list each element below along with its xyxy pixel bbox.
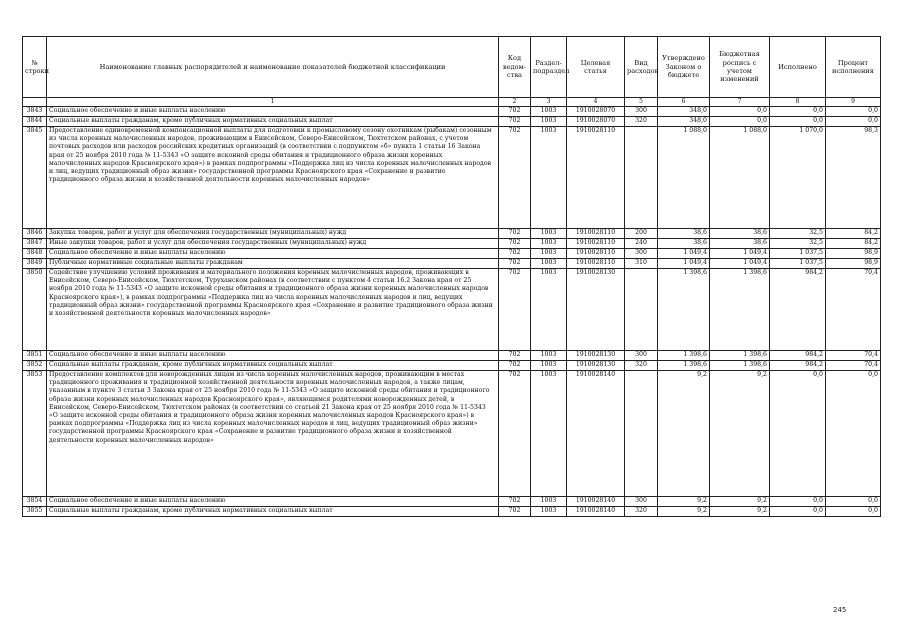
row-schedule: 9,2 [710,507,770,517]
row-approved: 1 398,6 [658,351,710,361]
row-expense-type: 300 [625,107,658,117]
colnum: 2 [499,98,531,107]
row-schedule: 38,6 [710,229,770,239]
row-expense-type: 320 [625,507,658,517]
row-expense-type: 200 [625,229,658,239]
row-section: 1003 [531,249,567,259]
row-number: 3853 [23,371,47,497]
header-executed: Исполнено [770,37,826,98]
row-description: Публичные нормативные социальные выплаты гражданам [47,259,499,269]
row-target-article: 1910028140 [567,371,625,497]
row-number: 3850 [23,269,47,351]
row-approved: 1 088,0 [658,127,710,229]
row-schedule: 1 398,6 [710,361,770,371]
row-description: Предоставление единовременной компенсационной выплаты для подготовки к промысловому сезону охотникам (рыбакам) сезонным из числа коренных малочисленных народов, проживающим в Енисейском, Северо-Енисейском, Тюхтетском районах, с учетом почтовых расходов или расходов российских кредитных организаций (в соответствии с подпунктом «б» пункта 1 статьи 16 Закона края от 25 ноября 2010 года № 11-5343 «О защите исконной среды обитания и традиционного образа жизни коренных малочисленных народов Красноярского края») в рамках подпрограммы «Поддержка лиц из числа коренных малочисленных народов и лиц, ведущих традиционный образ жизни» государственной программы Красноярского края «Сохранение и развитие традиционного образа жизни и хозяйственной деятельности коренных малочисленных народов» [47,127,499,229]
colnum: 5 [625,98,658,107]
row-percent: 70,4 [826,351,881,361]
row-percent: 70,4 [826,269,881,351]
row-description: Содействие улучшению условий проживания и материального положения коренных малочисленных народов, проживающих в Енисейском, Северо-Енисейском, Тюхтетском, Туруханском районах (в соответствии с пунктом 4 статьи 16.2 Закона края от 25 ноября 2010 года № 11-5343 «О защите исконной среды обитания и традиционного образа жизни коренных малочисленных народов Красноярского края»), в рамках подпрограммы «Поддержка лиц из числа коренных малочисленных народов и лиц, ведущих традиционный образ жизни» государственной программы Красноярского края «Сохранение и развитие традиционного образа жизни и хозяйственной деятельности коренных малочисленных народов» [47,269,499,351]
row-target-article: 1910028110 [567,229,625,239]
budget-table-sheet [22,36,880,517]
row-schedule: 1 049,4 [710,259,770,269]
colnum: 1 [47,98,499,107]
row-dept-code: 702 [499,497,531,507]
row-target-article: 1910028110 [567,127,625,229]
table-row [23,497,881,507]
row-expense-type: 300 [625,351,658,361]
row-executed: 984,2 [770,351,826,361]
colnum: 7 [710,98,770,107]
row-number: 3852 [23,361,47,371]
row-dept-code: 702 [499,351,531,361]
table-row [23,249,881,259]
row-description: Закупка товаров, работ и услуг для обеспечения государственных (муниципальных) нужд [47,229,499,239]
row-number: 3845 [23,127,47,229]
row-target-article: 1910028070 [567,117,625,127]
row-dept-code: 702 [499,127,531,229]
row-number: 3847 [23,239,47,249]
row-schedule: 9,2 [710,371,770,497]
row-expense-type: 300 [625,249,658,259]
table-row [23,507,881,517]
row-executed: 32,5 [770,229,826,239]
row-expense-type: 320 [625,361,658,371]
row-description: Социальные выплаты гражданам, кроме публичных нормативных социальных выплат [47,117,499,127]
row-approved: 1 049,4 [658,249,710,259]
table-header-row [23,37,881,98]
row-percent: 0,0 [826,107,881,117]
table-row [23,229,881,239]
row-description: Социальное обеспечение и иные выплаты населению [47,249,499,259]
row-dept-code: 702 [499,239,531,249]
colnum: 9 [826,98,881,107]
row-description: Иные закупки товаров, работ и услуг для обеспечения государственных (муниципальных) нужд [47,239,499,249]
row-target-article: 1910028110 [567,249,625,259]
table-row [23,371,881,497]
row-expense-type: 240 [625,239,658,249]
row-number: 3846 [23,229,47,239]
row-approved: 1 049,4 [658,259,710,269]
row-description: Социальные выплаты гражданам, кроме публичных нормативных социальных выплат [47,507,499,517]
row-dept-code: 702 [499,269,531,351]
column-number-row [23,98,881,107]
row-executed: 32,5 [770,239,826,249]
row-target-article: 1910028130 [567,361,625,371]
row-number: 3848 [23,249,47,259]
header-dept-code: Код ведом-ства [499,37,531,98]
row-target-article: 1910028110 [567,259,625,269]
row-executed: 1 037,5 [770,249,826,259]
colnum: 3 [531,98,567,107]
table-row [23,117,881,127]
row-section: 1003 [531,239,567,249]
row-expense-type [625,269,658,351]
header-schedule: Бюджетная роспись с учетом изменений [710,37,770,98]
row-description: Социальное обеспечение и иные выплаты населению [47,351,499,361]
row-schedule: 1 049,4 [710,249,770,259]
header-percent: Процент исполнения [826,37,881,98]
row-executed: 0,0 [770,107,826,117]
row-dept-code: 702 [499,117,531,127]
row-section: 1003 [531,259,567,269]
page-number: 245 [833,606,847,614]
header-section: Раздел-подраздел [531,37,567,98]
row-section: 1003 [531,371,567,497]
colnum: 4 [567,98,625,107]
row-dept-code: 702 [499,249,531,259]
row-approved: 348,0 [658,117,710,127]
row-expense-type: 320 [625,117,658,127]
row-percent: 98,9 [826,249,881,259]
row-executed: 1 070,0 [770,127,826,229]
row-description: Предоставление комплектов для новорожденных лицам из числа коренных малочисленных народов, проживающим в местах традиционного проживания и традиционной хозяйственной деятельности коренных малочисленных народов, а также лицам, указанным в пункте 3 статьи 3 Закона края от 25 ноября 2010 года № 11-5343 «О защите исконной среды обитания и традиционного образа жизни коренных малочисленных народов Красноярского края», являющимся родителями новорожденных детей, в Енисейском, Северо-Енисейском, Тюхтетском районах (в соответствии со статьей 21 Закона края от 25 ноября 2010 года № 11-5343 «О защите исконной среды обитания и традиционного образа жизни коренных малочисленных народов Красноярского края») в рамках подпрограммы «Поддержка лиц из числа коренных малочисленных народов и лиц, ведущих традиционный образ жизни» государственной программы Красноярского края «Сохранение и развитие традиционного образа жизни и хозяйственной деятельности коренных малочисленных народов» [47,371,499,497]
row-approved: 38,6 [658,229,710,239]
table-row [23,127,881,229]
row-percent: 0,0 [826,497,881,507]
row-section: 1003 [531,117,567,127]
colnum: 8 [770,98,826,107]
row-percent: 84,2 [826,229,881,239]
row-executed: 1 037,5 [770,259,826,269]
row-target-article: 1910028140 [567,497,625,507]
row-percent: 84,2 [826,239,881,249]
table-row [23,351,881,361]
row-executed: 984,2 [770,361,826,371]
table-row [23,259,881,269]
row-dept-code: 702 [499,507,531,517]
row-description: Социальное обеспечение и иные выплаты населению [47,497,499,507]
header-target-article: Целевая статья [567,37,625,98]
row-percent: 0,0 [826,371,881,497]
row-percent: 70,4 [826,361,881,371]
row-approved: 9,2 [658,497,710,507]
row-dept-code: 702 [499,371,531,497]
row-section: 1003 [531,269,567,351]
row-number: 3855 [23,507,47,517]
colnum: 6 [658,98,710,107]
row-percent: 0,0 [826,117,881,127]
row-percent: 0,0 [826,507,881,517]
table-row [23,269,881,351]
row-number: 3843 [23,107,47,117]
row-expense-type [625,127,658,229]
row-target-article: 1910028130 [567,351,625,361]
row-approved: 348,0 [658,107,710,117]
row-description: Социальные выплаты гражданам, кроме публичных нормативных социальных выплат [47,361,499,371]
row-description: Социальное обеспечение и иные выплаты населению [47,107,499,117]
row-number: 3849 [23,259,47,269]
row-dept-code: 702 [499,361,531,371]
row-schedule: 1 088,0 [710,127,770,229]
row-target-article: 1910028070 [567,107,625,117]
row-schedule: 1 398,6 [710,269,770,351]
row-section: 1003 [531,351,567,361]
row-expense-type: 300 [625,497,658,507]
row-schedule: 0,0 [710,107,770,117]
header-expense-type: Вид расходов [625,37,658,98]
header-name: Наименование главных распорядителей и наименование показателей бюджетной классификации [47,37,499,98]
row-dept-code: 702 [499,229,531,239]
row-dept-code: 702 [499,107,531,117]
row-approved: 1 398,6 [658,361,710,371]
table-body [23,107,881,517]
row-section: 1003 [531,361,567,371]
row-executed: 0,0 [770,371,826,497]
row-approved: 38,6 [658,239,710,249]
row-approved: 9,2 [658,507,710,517]
budget-execution-table [22,36,881,517]
row-executed: 984,2 [770,269,826,351]
row-section: 1003 [531,229,567,239]
row-section: 1003 [531,507,567,517]
row-percent: 98,9 [826,259,881,269]
row-dept-code: 702 [499,259,531,269]
row-target-article: 1910028140 [567,507,625,517]
header-row-number: № строки [23,37,47,98]
row-executed: 0,0 [770,117,826,127]
row-target-article: 1910028130 [567,269,625,351]
row-schedule: 0,0 [710,117,770,127]
row-section: 1003 [531,107,567,117]
row-approved: 9,2 [658,371,710,497]
row-expense-type [625,371,658,497]
row-section: 1003 [531,127,567,229]
row-schedule: 38,6 [710,239,770,249]
row-approved: 1 398,6 [658,269,710,351]
row-schedule: 1 398,6 [710,351,770,361]
row-executed: 0,0 [770,507,826,517]
row-schedule: 9,2 [710,497,770,507]
row-target-article: 1910028110 [567,239,625,249]
table-row [23,361,881,371]
colnum [23,98,47,107]
row-percent: 98,3 [826,127,881,229]
row-executed: 0,0 [770,497,826,507]
row-number: 3851 [23,351,47,361]
table-row [23,107,881,117]
table-row [23,239,881,249]
row-section: 1003 [531,497,567,507]
row-number: 3844 [23,117,47,127]
row-expense-type: 310 [625,259,658,269]
header-approved: Утверждено Законом о бюджете [658,37,710,98]
row-number: 3854 [23,497,47,507]
